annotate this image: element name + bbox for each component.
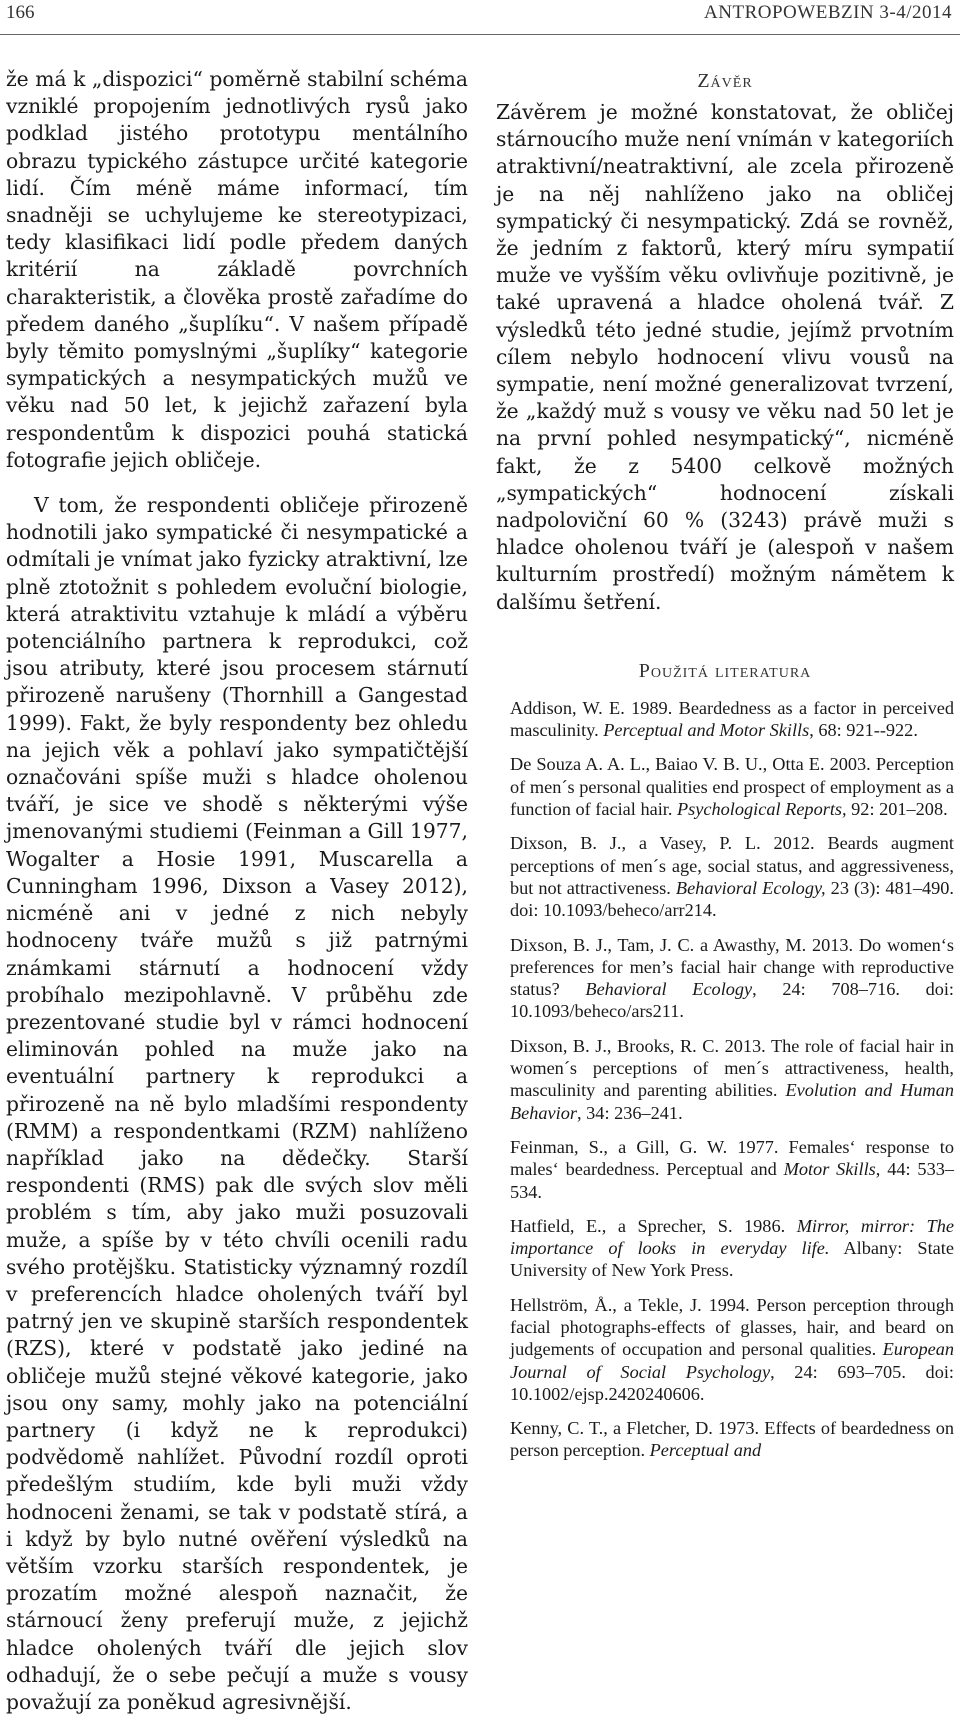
page-number: 166 — [6, 2, 35, 23]
body-paragraph-1: že má k „dispozici“ poměrně stabilní schéma vzniklé propojením jednotlivých rysů jako podklad jistého prototypu mentálního obrazu typického zástupce určité kategorie lidí. Čím méně máme informací, tím snadněji se uchylujeme ke stereotypizaci, tedy klasifikaci lidí podle předem daných kritérií na základě povrchních charakteristik, a člověka prostě zařadíme do předem daného „šuplíku“. V našem případě byly těmito pomyslnými „šuplíky“ kategorie sympatických a nesympatických mužů ve věku nad 50 let, k jejichž zařazení byla respondentům k dispozici pouhá statická fotografie jejich obličeje. — [6, 67, 468, 472]
reference-item: Feinman, S., a Gill, G. W. 1977. Females‘ response to males‘ beardedness. Perceptual and Motor Skills, 44: 533–534. — [510, 1136, 954, 1202]
reference-item: Kenny, C. T., a Fletcher, D. 1973. Effects of beardedness on person perception. Perceptual and — [510, 1418, 954, 1461]
left-column — [6, 66, 468, 1714]
reference-list — [510, 697, 954, 1462]
reference-item: Hatfield, E., a Sprecher, S. 1986. Mirror, mirror: The importance of looks in everyday life. Albany: State University of New York Press. — [510, 1215, 954, 1281]
reference-item: Hellström, Å., a Tekle, J. 1994. Person perception through facial photographs-effects of glasses, hair, and beard on judgements of occupation and personal qualities. European Journal of Social Psychology, 24: 693–705. doi: 10.1002/ejsp.2420240606. — [510, 1294, 954, 1404]
conclusion-heading: Závěr — [697, 70, 753, 92]
journal-header: ANTROPOWEBZIN 3-4/2014 — [704, 2, 952, 23]
body-paragraph-2: V tom, že respondenti obličeje přirozeně hodnotili jako sympatické či nesympatické a odmítali je vnímat jako fyzicky atraktivní, lze plně ztotožnit s pohledem evoluční biologie, která atraktivitu vztahuje k mládí a výběru potenciálního partnera k reprodukci, což jsou atributy, které jsou procesem stárnutí přirozeně narušeny (Thornhill a Gangestad 1999). Fakt, že byly respondenty bez ohledu na jejich věk a pohlaví jako sympatičtější označováni spíše muži s hladce oholenou tváří, je sice ve shodě s některými výše jmenovanými studiemi (Feinman a Gill 1977, Wogalter a Hosie 1991, Muscarella a Cunningham 1996, Dixson a Vasey 2012), nicméně ani v jedné z nich nebyly hodnoceny tváře mužů s již patrnými známkami stárnutí a hodnocení vždy probíhalo mezipohlavně. V průběhu zde prezentované studie byl v rámci hodnocení eliminován pohled na muže jako na eventuální partnery k reprodukci a přirozeně na ně bylo mladšími respondenty (RMM) a respondentkami (RZM) nahlíženo například jako na dědečky. Starší respondenti (RMS) pak dle svých slov měli problém s tím, aby jako muži posuzovali muže, a spíše by v této chvíli ocenili radu svého protějšku. Statisticky významný rozdíl v preferencích hladce oholených tváří byl patrný jen ve skupině starších respondentek (RZS), které v podstatě jako jediné na obličeje mužů stejné věkové kategorie, jako jsou ony samy, mohly jako na potenciální partnery (i když ne k reprodukci) podvědomě nahlížet. Původní rozdíl oproti předešlým studiím, kde byli muži vždy hodnoceni ženami, se tak v podstatě stírá, a i když by bylo nutné ověření výsledků na větším vzorku starších respondentek, je prozatím možné alespoň naznačit, že stárnoucí ženy preferují muže, z jejichž hladce oholených tváří dle jejich slov odhadují, že o sebe pečují a muže s vousy považují za poněkud agresivnější. — [6, 493, 468, 1714]
reference-item: Addison, W. E. 1989. Beardedness as a factor in perceived masculinity. Perceptual and Motor Skills, 68: 921--922. — [510, 697, 954, 741]
reference-item: Dixson, B. J., Tam, J. C. a Awasthy, M. 2013. Do women‘s preferences for men’s facial hair change with reproductive status? Behavioral Ecology, 24: 708–716. doi: 10.1093/beheco/ars211. — [510, 934, 955, 1022]
right-column — [496, 66, 954, 1540]
literature-heading: Použitá literatura — [638, 659, 812, 682]
conclusion-paragraph: Závěrem je možné konstatovat, že obličej stárnoucího muže není vnímán v kategoriích atraktivní/neatraktivní, ale zcela přirozeně je na něj nahlíženo jako na obličej sympatický či nesympatický. Zdá se rovněž, že jedním z faktorů, který míru sympatií muže ve vyšším věku ovlivňuje pozitivně, je také upravená a hladce oholená tvář. Z výsledků této jedné studie, jejímž prvotním cílem nebylo hodnocení vlivu vousů na sympatie, není možné generalizovat tvrzení, že „každý muž s vousy ve věku nad 50 let je na první pohled nesympatický“, nicméně fakt, že z 5400 celkově možných „sympatických“ hodnocení získali nadpoloviční 60 % (3243) právě muži s hladce oholenou tváří je (alespoň v našem kulturním prostředí) možným námětem k dalšímu šetření. — [496, 100, 954, 614]
header-rule — [0, 34, 960, 35]
reference-item: Dixson, B. J., a Vasey, P. L. 2012. Beards augment perceptions of men´s age, social status, and aggressiveness, but not attractiveness. Behavioral Ecology, 23 (3): 481–490. doi: 10.1093/beheco/arr214. — [510, 833, 954, 921]
reference-item: Dixson, B. J., Brooks, R. C. 2013. The role of facial hair in women´s perceptions of men´s attractiveness, health, masculinity and parenting abilities. Evolution and Human Behavior, 34: 236–241. — [510, 1035, 954, 1123]
reference-item: De Souza A. A. L., Baiao V. B. U., Otta E. 2003. Perception of men´s personal qualities end prospect of employment as a function of facial hair. Psychological Reports, 92: 201–208. — [510, 754, 954, 820]
